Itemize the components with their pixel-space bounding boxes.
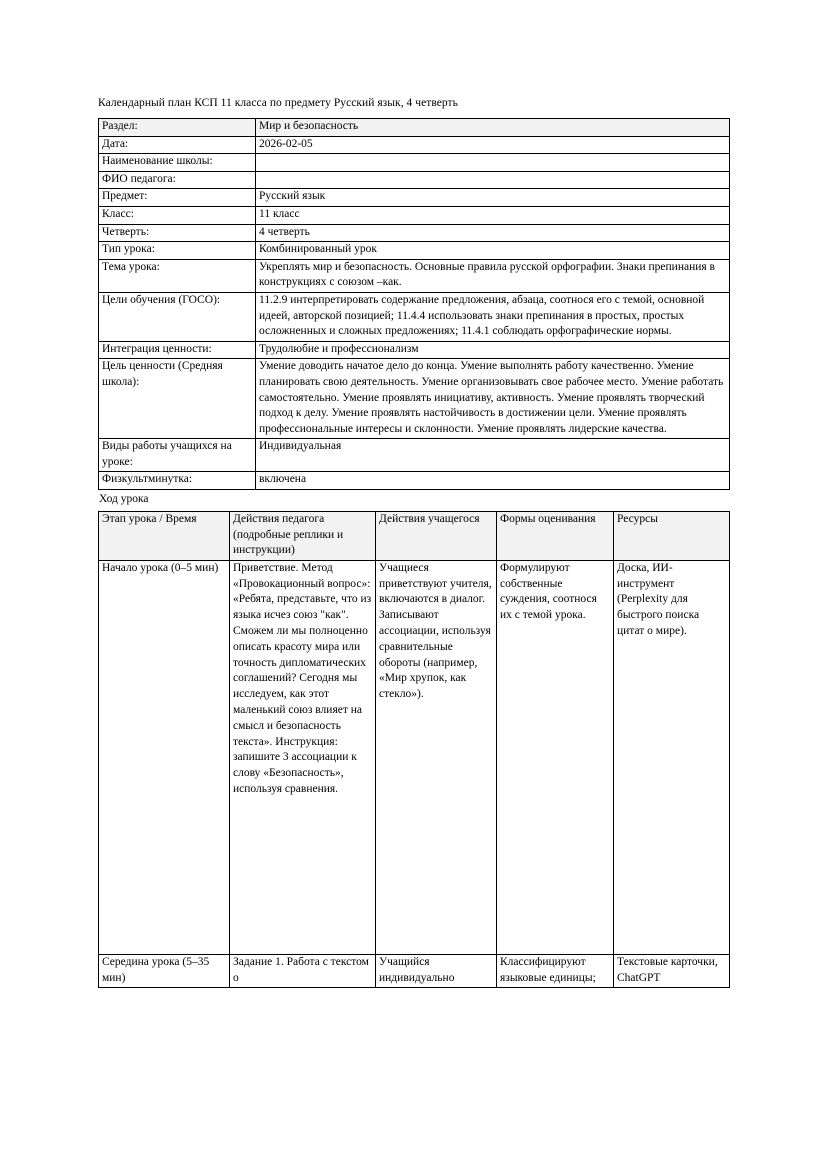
- cell-teacher-actions: Задание 1. Работа с текстом о: [230, 954, 376, 988]
- page-title: Календарный план КСП 11 класса по предмету Русский язык, 4 четверть: [98, 97, 458, 109]
- table-row: [99, 206, 730, 224]
- info-value: Комбинированный урок: [256, 242, 730, 260]
- info-label: Цели обучения (ГОСО):: [99, 292, 256, 341]
- table-row: [99, 224, 730, 242]
- cell-student-actions: Учащиеся приветствуют учителя, включаются в диалог. Записывают ассоциации, используя сравнительные обороты (например, «Мир хрупок, как стекло»).: [376, 560, 497, 954]
- cell-assessment: Классифицируют языковые единицы;: [497, 954, 614, 988]
- info-label: ФИО педагога:: [99, 171, 256, 189]
- table-row: [99, 242, 730, 260]
- info-label: Тип урока:: [99, 242, 256, 260]
- info-value: Мир и безопасность: [256, 119, 730, 137]
- info-value: Русский язык: [256, 189, 730, 207]
- column-header-teacher-actions: Действия педагога (подробные реплики и инструкции): [230, 512, 376, 561]
- table-row: [99, 154, 730, 172]
- table-row: [99, 560, 730, 954]
- info-value: Укреплять мир и безопасность. Основные правила русской орфографии. Знаки препинания в конструкциях с союзом –как.: [256, 259, 730, 292]
- table-row: [99, 439, 730, 472]
- cell-resources: Текстовые карточки, ChatGPT: [614, 954, 730, 988]
- info-label: Тема урока:: [99, 259, 256, 292]
- info-value: 11.2.9 интерпретировать содержание предложения, абзаца, соотнося его с темой, основной идеей, авторской позицией; 11.4.4 использовать знаки препинания в простых, простых осложненных и сложных предложениях; 11.4.1 соблюдать орфографические нормы.: [256, 292, 730, 341]
- info-label: Дата:: [99, 136, 256, 154]
- table-row: [99, 189, 730, 207]
- info-label: Класс:: [99, 206, 256, 224]
- info-label: Предмет:: [99, 189, 256, 207]
- flow-section-caption: Ход урока: [99, 493, 149, 506]
- lesson-flow-table-head: [99, 512, 730, 561]
- info-value: [256, 154, 730, 172]
- info-label: Наименование школы:: [99, 154, 256, 172]
- cell-stage: Начало урока (0–5 мин): [99, 560, 230, 954]
- column-header-stage: Этап урока / Время: [99, 512, 230, 561]
- info-value: Умение доводить начатое дело до конца. Умение выполнять работу качественно. Умение планировать свою деятельность. Умение организовывать свое рабочее место. Умение работать самостоятельно. Умение проявлять инициативу, активность. Умение проявлять творческий подход к делу. Умение проявлять настойчивость в достижении цели. Умение проявлять профессиональные интересы и склонности. Умение проявлять лидерские качества.: [256, 359, 730, 439]
- column-header-assessment: Формы оценивания: [497, 512, 614, 561]
- lesson-info-table-body: [99, 119, 730, 490]
- table-row: [99, 472, 730, 490]
- column-header-student-actions: Действия учащегося: [376, 512, 497, 561]
- table-row: [99, 359, 730, 439]
- info-value: Трудолюбие и профессионализм: [256, 341, 730, 359]
- info-value: 4 четверть: [256, 224, 730, 242]
- table-row: [99, 171, 730, 189]
- info-value: включена: [256, 472, 730, 490]
- table-row: [99, 119, 730, 137]
- lesson-flow-table: [98, 511, 730, 988]
- table-row: [99, 954, 730, 988]
- column-header-resources: Ресурсы: [614, 512, 730, 561]
- table-row: [99, 259, 730, 292]
- document-content: [98, 96, 729, 988]
- lesson-flow-table-body: [99, 560, 730, 988]
- table-row: [99, 136, 730, 154]
- info-value: 2026-02-05: [256, 136, 730, 154]
- cell-assessment: Формулируют собственные суждения, соотнося их с темой урока.: [497, 560, 614, 954]
- info-label: Четверть:: [99, 224, 256, 242]
- table-header-row: [99, 512, 730, 561]
- cell-stage: Середина урока (5–35 мин): [99, 954, 230, 988]
- table-row: [99, 341, 730, 359]
- cell-student-actions: Учащийся индивидуально: [376, 954, 497, 988]
- info-label: Раздел:: [99, 119, 256, 137]
- info-value: 11 класс: [256, 206, 730, 224]
- info-label: Цель ценности (Средняя школа):: [99, 359, 256, 439]
- lesson-info-table: [98, 118, 730, 490]
- info-value: [256, 171, 730, 189]
- cell-resources: Доска, ИИ-инструмент (Perplexity для быстрого поиска цитат о мире).: [614, 560, 730, 954]
- info-label: Физкультминутка:: [99, 472, 256, 490]
- info-label: Интеграция ценности:: [99, 341, 256, 359]
- table-row: [99, 292, 730, 341]
- cell-teacher-actions: Приветствие. Метод «Провокационный вопрос»: «Ребята, представьте, что из языка исчез союз "как". Сможем ли мы полноценно описать красоту мира или точность дипломатических соглашений? Сегодня мы исследуем, как этот маленький союз влияет на смысл и безопасность текста». Инструкция: запишите 3 ассоциации к слову «Безопасность», используя сравнения.: [230, 560, 376, 954]
- info-label: Виды работы учащихся на уроке:: [99, 439, 256, 472]
- info-value: Индивидуальная: [256, 439, 730, 472]
